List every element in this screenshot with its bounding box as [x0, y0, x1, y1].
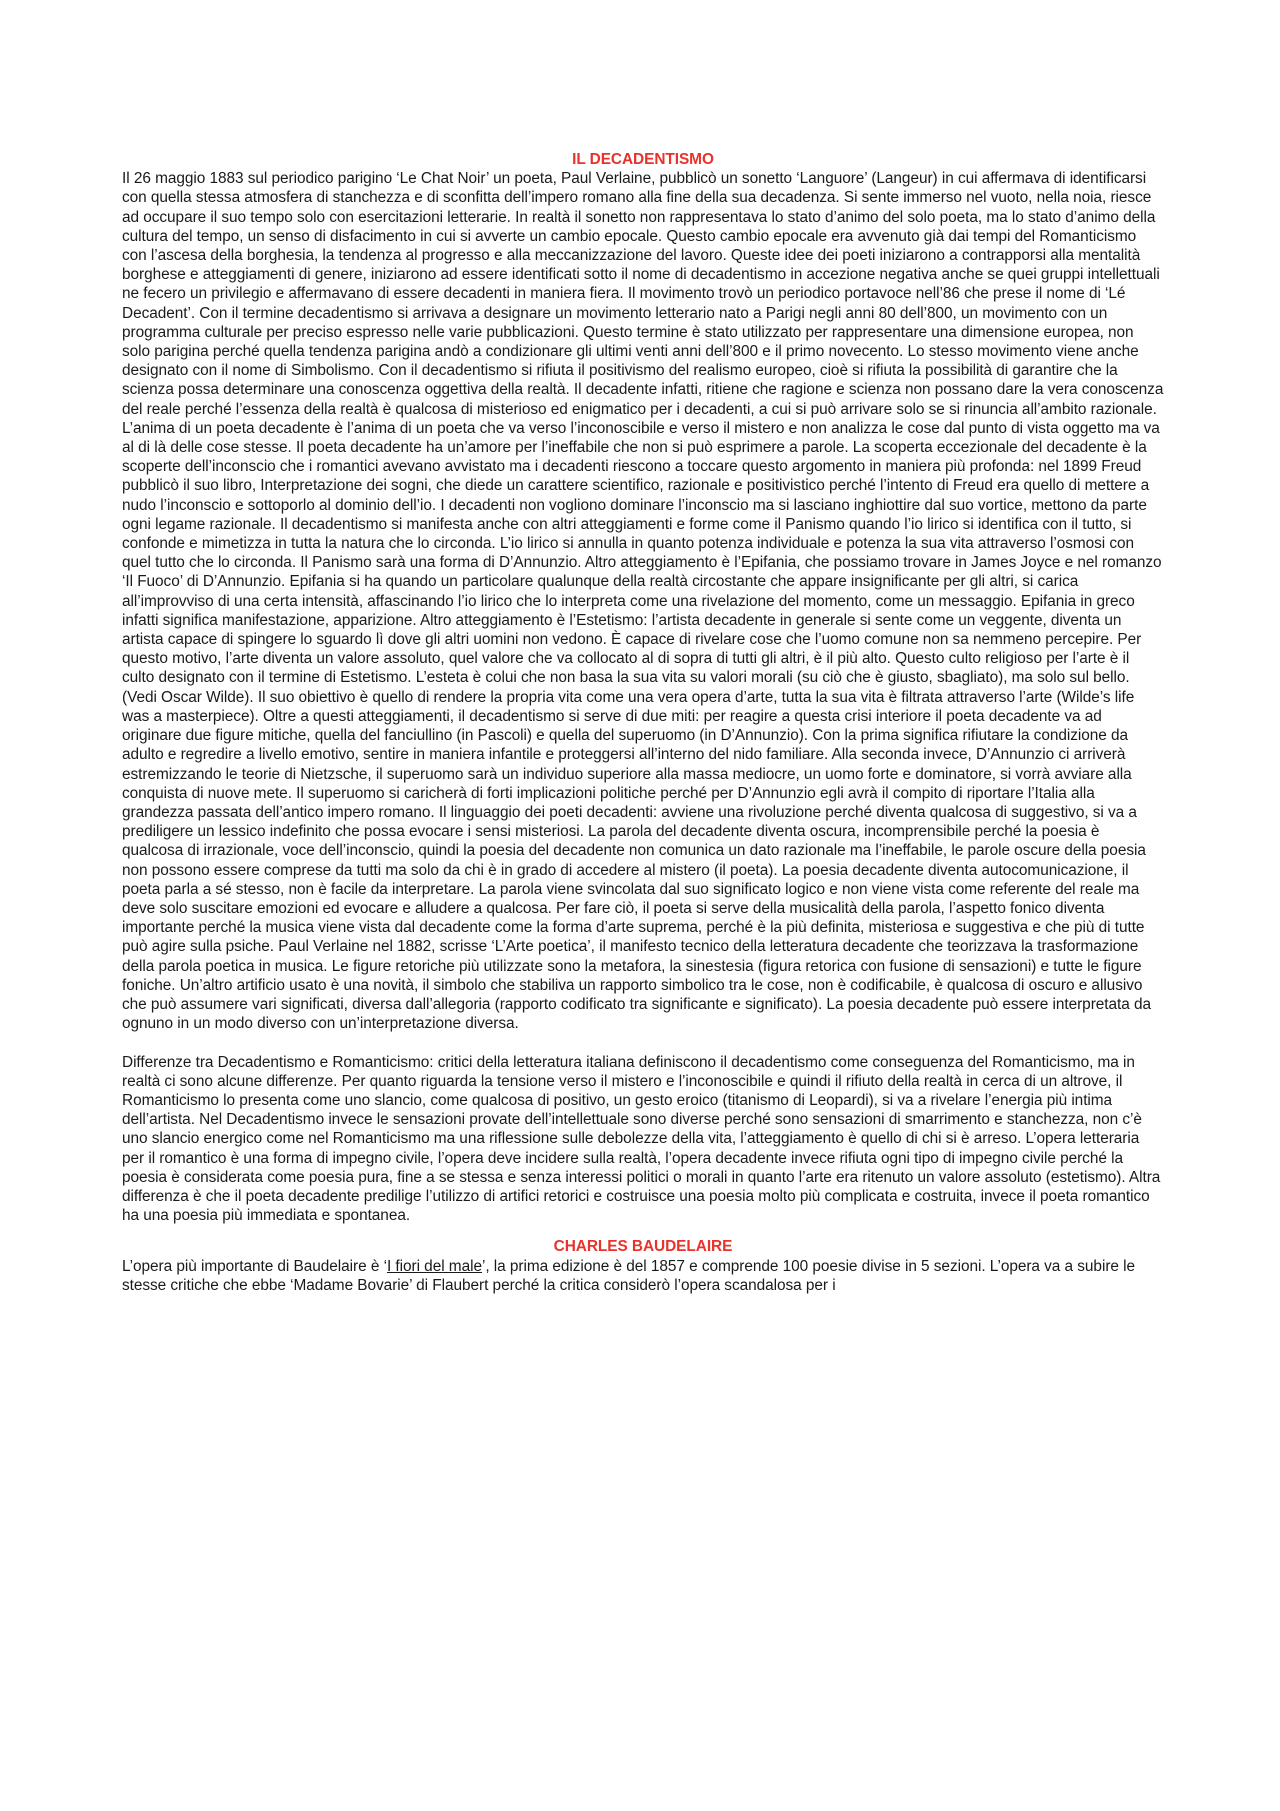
paragraph-decadentismo-intro: Il 26 maggio 1883 sul periodico parigino ‘Le Chat Noir’ un poeta, Paul Verlaine, pubblicò un sonetto ‘Languore’ (Langeur) in cui affermava di identificarsi con quella stessa atmosfera di stanchezza e di sconfitta dell’impero romano alla fine della sua decadenza. Si sente immerso nel vuoto, nella noia, riesce ad occupare il suo tempo solo con esercitazioni letterarie. In realtà il sonetto non rappresentava lo stato d’animo del solo poeta, ma lo stato d’animo della cultura del tempo, un senso di disfacimento in cui si avverte un cambio epocale. Questo cambio epocale era avvenuto già dai tempi del Romanticismo con l’ascesa della borghesia, la tendenza al progresso e alla meccanizzazione del lavoro. Queste idee dei poeti iniziarono a contrapporsi alla mentalità borghese e atteggiamenti di genere, iniziarono ad essere identificati sotto il nome di decadentismo in accezione negativa anche se quei gruppi intellettuali ne fecero un privilegio e affermavano di essere decadenti in maniera fiera. Il movimento trovò un periodico portavoce nell’86 che prese il nome di ‘Lé Decadent’. Con il termine decadentismo si arrivava a designare un movimento letterario nato a Parigi negli anni 80 dell’800, un movimento con un programma culturale per preciso espresso nelle varie pubblicazioni. Questo termine è stato utilizzato per rappresentare una dimensione europea, non solo parigina perché quella tendenza parigina andò a condizionare gli ultimi venti anni dell’800 e il primo novecento. Lo stesso movimento viene anche designato con il nome di Simbolismo. Con il decadentismo si rifiuta il positivismo del realismo europeo, cioè si rifiuta la possibilità di garantire che la scienza possa determinare una conoscenza oggettiva della realtà. Il decadente infatti, ritiene che ragione e scienza non possano dare la vera conoscenza del reale perché l’essenza della realtà è qualcosa di misterioso ed enigmatico per i decadenti, a cui si può arrivare solo se si rinuncia all’ambito razionale. L’anima di un poeta decadente è l’anima di un poeta che va verso l’inconoscibile e verso il mistero e non analizza le cose dal punto di vista oggetto ma va al di là delle cose stesse. Il poeta decadente ha un’amore per l’ineffabile che non si può esprimere a parole. La scoperta eccezionale del decadente è la scoperte dell’inconscio che i romantici avevano avvistato ma i decadenti riescono a toccare questo argomento in maniera più profonda: nel 1899 Freud pubblicò il suo libro, Interpretazione dei sogni, che diede un carattere scientifico, razionale e positivistico perché l’intento di Freud era quello di mettere a nudo l’inconscio e sottoporlo al dominio dell’io. I decadenti non vogliono dominare l’inconscio ma si lasciano inghiottire dal suo vortice, mettono da parte ogni legame razionale. Il decadentismo si manifesta anche con altri atteggiamenti e forme come il Panismo quando l’io lirico si identifica con il tutto, si confonde e mimetizza in tutta la natura che lo circonda. L’io lirico si annulla in quanto potenza individuale e potenza la sua vita attraverso l’osmosi con quel tutto che lo circonda. Il Panismo sarà una forma di D’Annunzio. Altro atteggiamento è l’Epifania, che possiamo trovare in James Joyce e nel romanzo ‘Il Fuoco’ di D’Annunzio. Epifania si ha quando un particolare qualunque della realtà circostante che appare insignificante per gli altri, si carica all’improvviso di una certa intensità, affascinando l’io lirico che lo interpreta come una rivelazione del momento, come un messaggio. Epifania in greco infatti significa manifestazione, apparizione. Altro atteggiamento è l’Estetismo: l’artista decadente in generale si sente come un veggente, diventa un artista capace di spingere lo sguardo lì dove gli altri uomini non vedono. È capace di rivelare cose che l’uomo comune non sa nemmeno percepire. Per questo motivo, l’arte diventa un valore assoluto, quel valore che va collocato al di sopra di tutti gli altri, è il più alto. Questo culto religioso per l’arte è il culto designato con il termine di Estetismo. L’esteta è colui che non basa la sua vita su valori morali (su ciò che è giusto, sbagliato), ma solo sul bello. (Vedi Oscar Wilde). Il suo obiettivo è quello di rendere la propria vita come una vera opera d’arte, tutta la sua vita è filtrata attraverso l’arte (Wilde’s life was a masterpiece). Oltre a questi atteggiamenti, il decadentismo si serve di due miti: per reagire a questa crisi interiore il poeta decadente va ad originare due figure mitiche, quella del fanciullino (in Pascoli) e quella del superuomo (in D’Annunzio). Con la prima significa rifiutare la condizione da adulto e regredire a livello emotivo, sentire in maniera infantile e proteggersi all’interno del nido familiare. Alla seconda invece, D’Annunzio ci arriverà estremizzando le teorie di Nietzsche, il superuomo sarà un individuo superiore alla massa mediocre, un uomo forte e dominatore, si vorrà avviare alla conquista di nuove mete. Il superuomo si caricherà di forti implicazioni politiche perché per D’Annunzio egli avrà il compito di riportare l’Italia alla grandezza passata dell’antico impero romano. Il linguaggio dei poeti decadenti: avviene una rivoluzione perché diventa qualcosa di suggestivo, si va a prediligere un lessico indefinito che possa evocare i sensi misteriosi. La parola del decadente diventa oscura, incomprensibile perché la poesia è qualcosa di irrazionale, voce dell’inconscio, quindi la poesia del decadente non comunica un dato razionale ma l’ineffabile, le parole oscure della poesia non possono essere comprese da tutti ma solo da chi è in grado di accedere al mistero (il poeta). La poesia decadente diventa autocomunicazione, il poeta parla a sé stesso, non è facile da interpretare. La parola viene svincolata dal suo significato logico e non viene vista come referente del reale ma deve solo suscitare emozioni ed evocare e alludere a qualcosa. Per fare ciò, il poeta si serve della musicalità della parola, l’aspetto fonico diventa importante perché la musica viene vista dal decadente come la forma d’arte suprema, perché è la più definita, misteriosa e suggestiva e che più di tutte può agire sulla psiche. Paul Verlaine nel 1882, scrisse ‘L’Arte poetica’, il manifesto tecnico della letteratura decadente che teorizzava la trasformazione della parola poetica in musica. Le figure retoriche più utilizzate sono la metafora, la sinestesia (figura retorica con fusione di sensazioni) e tutte le figure foniche. Un’altro artificio usato è una novità, il simbolo che stabiliva un rapporto simbolico tra le cose, non è codificabile, è qualcosa di oscuro e allusivo che può assumere vari significati, diversa dall’allegoria (rapporto codificato tra significante e significato). La poesia decadente può essere interpretata da ognuno in un modo diverso con un’interpretazione diversa. [122, 170, 1164, 1033]
baudelaire-intro-before: L’opera più importante di Baudelaire è ‘ [122, 1257, 387, 1275]
paragraph-spacer [122, 1033, 1164, 1052]
section-title-decadentismo: IL DECADENTISMO [572, 151, 714, 168]
paragraph-differenze: Differenze tra Decadentismo e Romanticismo: critici della letteratura italiana definiscono il decadentismo come conseguenza del Romanticismo, ma in realtà ci sono alcune differenze. Per quanto riguarda la tensione verso il mistero e l’inconoscibile e quindi il rifiuto della realtà in cerca di un altrove, il Romanticismo lo presenta come uno slancio, come qualcosa di positivo, un gesto eroico (titanismo di Leopardi), si va a rivelare l’energia più intima dell’artista. Nel Decadentismo invece le sensazioni provate dell’intellettuale sono diverse perché sono sensazioni di smarrimento e stanchezza, non c’è uno slancio energico come nel Romanticismo ma una riflessione sulle debolezze della vita, l’atteggiamento è quello di chi si è arreso. L’opera letteraria per il romantico è una forma di impegno civile, l’opera deve incidere sulla realtà, l’opera decadente invece rifiuta ogni tipo di impegno civile perché la poesia è considerata come poesia pura, fine a se stessa e senza interessi politici o morali in quanto l’arte era ritenuto un valore assoluto (estetismo). Altra differenza è che il poeta decadente predilige l’utilizzo di artifici retorici e costruisce una poesia molto più complicata e costruita, invece il poeta romantico ha una poesia più immediata e spontanea. [122, 1053, 1161, 1225]
paragraph-baudelaire [122, 1257, 1164, 1295]
baudelaire-intro-after: ’, la prima edizione è del 1857 e comprende 100 poesie divise in 5 sezioni. L’opera va a subire le stesse critiche che ebbe ‘Madame Bovarie’ di Flaubert perché la critica considerò l’opera scandalosa per i [122, 1257, 1136, 1294]
section-spacer [122, 1225, 1164, 1237]
document-page [122, 150, 1164, 1295]
section-title-baudelaire: CHARLES BAUDELAIRE [553, 1238, 733, 1256]
work-title-link[interactable]: I fiori del male [386, 1257, 482, 1275]
